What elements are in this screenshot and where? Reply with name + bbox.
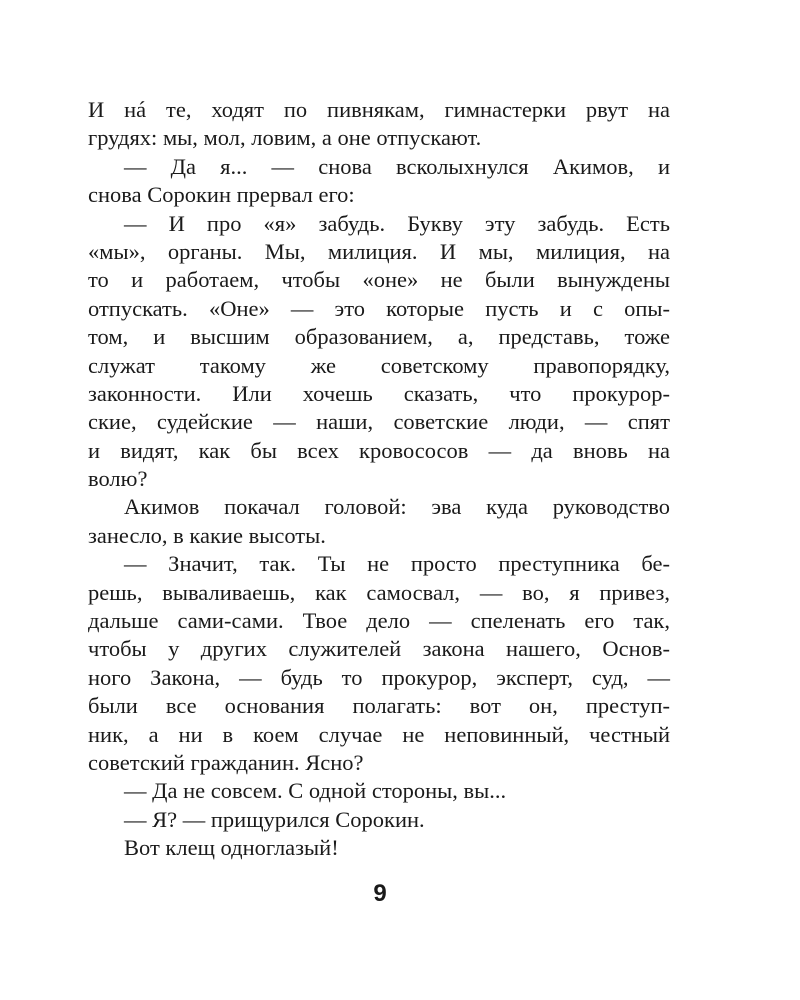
text-line: ник, а ни в коем случае не неповинный, честный <box>88 721 670 747</box>
text-line: занесло, в какие высоты. <box>88 522 326 548</box>
text-line: законности. Или хочешь сказать, что прокурор- <box>88 380 670 406</box>
text-line: отпускать. «Оне» — это которые пусть и с опы- <box>88 295 670 321</box>
text-line: то и работаем, чтобы «оне» не были вынуждены <box>88 267 670 293</box>
text-line: — И про «я» забудь. Букву эту забудь. Есть <box>124 210 670 236</box>
text-line: и видят, как бы всех кровососов — да вновь на <box>88 437 670 463</box>
text-line: — Да я... — снова всколыхнулся Акимов, и <box>124 153 670 179</box>
text-line: служат такому же советскому правопорядку, <box>88 352 670 378</box>
text-line: снова Сорокин прервал его: <box>88 182 355 208</box>
text-line: ного Закона, — будь то прокурор, эксперт, суд, — <box>88 664 670 690</box>
text-line: дальше сами-сами. Твое дело — спеленать его так, <box>88 608 670 634</box>
text-line: советский гражданин. Ясно? <box>88 749 364 775</box>
text-line: чтобы у других служителей закона нашего, Основ- <box>88 636 670 662</box>
page-number: 9 <box>373 880 387 907</box>
text-line: «мы», органы. Мы, милиция. И мы, милиция, на <box>88 238 670 264</box>
text-line: волю? <box>88 466 148 492</box>
text-line: — Значит, так. Ты не просто преступника бе- <box>124 551 670 577</box>
text-line: грудях: мы, мол, ловим, а оне отпускают. <box>88 125 482 151</box>
text-line: И нá те, ходят по пивнякам, гимнастерки рвут на <box>88 97 670 122</box>
text-line: Вот клещ одноглазый! <box>124 835 339 861</box>
text-line: том, и высшим образованием, а, представь, тоже <box>88 324 670 350</box>
text-line: решь, вываливаешь, как самосвал, — во, я привез, <box>88 579 670 605</box>
text-line: Акимов покачал головой: эва куда руководство <box>124 494 670 520</box>
text-line: ские, судейские — наши, советские люди, — спят <box>88 409 670 435</box>
text-line: — Я? — прищурился Сорокин. <box>124 806 425 832</box>
text-line: были все основания полагать: вот он, преступ- <box>88 693 670 719</box>
body-text <box>88 96 670 863</box>
text-line: — Да не совсем. С одной стороны, вы... <box>124 778 507 804</box>
